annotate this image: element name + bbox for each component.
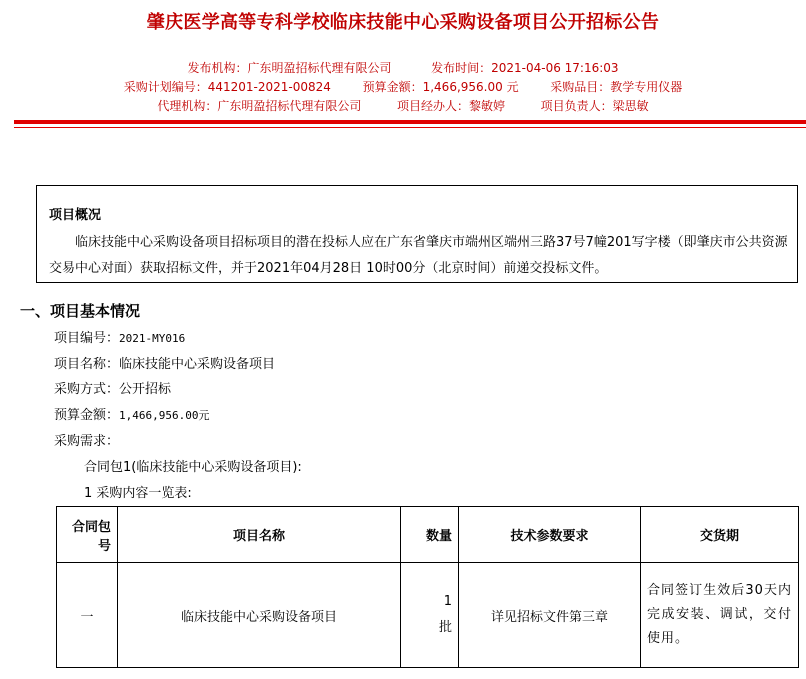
purchase-method: 采购方式：公开招标 (54, 382, 172, 397)
budget-line-label: 预算金额： (54, 408, 120, 423)
project-manager: 项目经办人：黎敏婷 (396, 99, 505, 113)
list-title: 1 采购内容一览表: (84, 486, 192, 501)
page-title: 肇庆医学高等专科学校临床技能中心采购设备项目公开招标公告 (146, 12, 660, 33)
header-spec: 技术参数要求 (459, 507, 641, 563)
meta-row-2 (0, 78, 806, 95)
publisher: 发布机构：广东明盈招标代理有限公司 (187, 61, 392, 75)
agency: 代理机构：广东明盈招标代理有限公司 (157, 99, 362, 113)
project-name: 项目名称：临床技能中心采购设备项目 (54, 357, 276, 372)
cell-spec: 详见招标文件第三章 (459, 563, 641, 668)
procurement-table (56, 506, 799, 668)
budget-line (54, 404, 210, 423)
publish-time: 发布时间：2021-04-06 17:16:03 (431, 61, 619, 75)
project-number-label: 项目编号： (54, 331, 120, 346)
header-package: 合同包号 (57, 507, 118, 563)
contract-package: 合同包1(临床技能中心采购设备项目): (84, 460, 302, 475)
overview-heading: 项目概况 (49, 208, 102, 223)
budget-amount: 预算金额：1,466,956.00 元 (362, 80, 519, 94)
divider-thick (14, 120, 806, 124)
header-quantity: 数量 (401, 507, 459, 563)
cell-name: 临床技能中心采购设备项目 (118, 563, 401, 668)
quantity-unit: 批 (438, 620, 452, 635)
overview-text: 临床技能中心采购设备项目招标项目的潜在投标人应在广东省肇庆市端州区端州三路37号7幢201写字楼（即肇庆市公共资源交易中心对面）获取招标文件，并于2021年04月28日 10时00分（北京时间）前递交投标文件。 (49, 235, 788, 276)
section-heading: 一、项目基本情况 (20, 302, 141, 320)
header-name: 项目名称 (118, 507, 401, 563)
budget-line-value: 1,466,956.00元 (119, 409, 210, 422)
header-delivery: 交货期 (641, 507, 799, 563)
meta-row-1 (0, 59, 806, 76)
cell-delivery: 合同签订生效后30天内完成安装、调试，交付使用。 (641, 563, 799, 668)
meta-row-3 (0, 97, 806, 114)
cell-package: 一 (57, 563, 118, 668)
divider-thin (14, 127, 806, 128)
project-number-value: 2021-MY016 (119, 332, 186, 345)
cell-quantity (401, 563, 459, 668)
project-leader: 项目负责人：梁思敏 (540, 99, 649, 113)
quantity-number: 1 (443, 594, 452, 609)
purchase-category: 采购品目：教学专用仪器 (550, 80, 683, 94)
demand-label: 采购需求： (54, 434, 120, 449)
project-number (54, 327, 185, 346)
overview-box (36, 185, 798, 283)
plan-number: 采购计划编号：441201-2021-00824 (123, 80, 331, 94)
table-header-row (57, 507, 799, 563)
table-row (57, 563, 799, 668)
